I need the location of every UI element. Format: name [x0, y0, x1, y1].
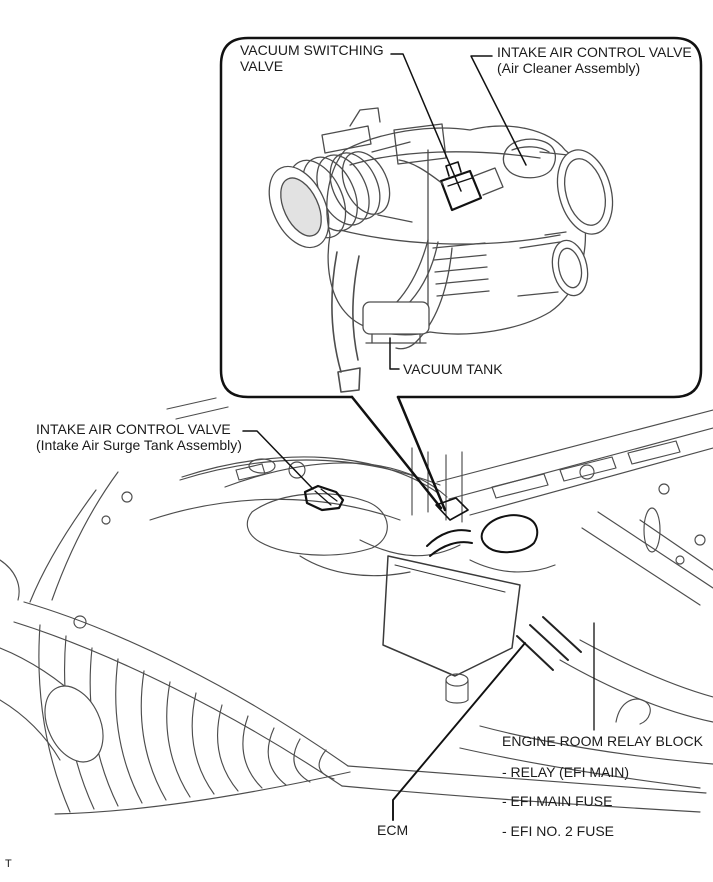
- engine-bay-illustration: [0, 398, 713, 820]
- label-line: INTAKE AIR CONTROL VALVE: [497, 44, 692, 60]
- label-line: ENGINE ROOM RELAY BLOCK: [502, 733, 703, 749]
- label-line: (Air Cleaner Assembly): [497, 60, 641, 76]
- vacuum-switching-valve-leader: [391, 54, 461, 191]
- bumper-band: [14, 602, 706, 814]
- engine-bay-structure: [150, 448, 462, 522]
- label-vacuum-tank: [403, 361, 503, 377]
- label-line: INTAKE AIR CONTROL VALVE: [36, 421, 231, 437]
- engine-wiring: [517, 617, 581, 670]
- label-line: VACUUM TANK: [403, 361, 503, 377]
- leader-lines: [243, 431, 594, 820]
- air-cleaner-assembly-illustration: [257, 108, 621, 392]
- label-line: VALVE: [240, 58, 284, 74]
- label-line: - EFI MAIN FUSE: [502, 793, 613, 809]
- inset-callout: [221, 38, 701, 510]
- label-line: ECM: [377, 822, 409, 838]
- label-efi-main-fuse: [502, 793, 612, 809]
- label-line: - RELAY (EFI MAIN): [502, 764, 630, 780]
- intake-ports: [518, 144, 621, 299]
- label-line: - EFI NO. 2 FUSE: [502, 823, 615, 839]
- label-relay-efi-main: [502, 764, 629, 780]
- label-intake-air-control-valve-air-cleaner: [497, 44, 692, 76]
- callout-tail-right: [398, 397, 445, 510]
- label-ecm: [377, 822, 408, 838]
- page-corner-mark: T: [5, 858, 12, 870]
- grille-emblem: [34, 677, 115, 771]
- vacuum-tank-part: [363, 302, 429, 343]
- label-efi-no2-fuse: [502, 823, 614, 839]
- callout-border: [221, 38, 701, 510]
- iacv-air-cleaner-cap: [503, 139, 555, 178]
- label-line: (Intake Air Surge Tank Assembly): [36, 437, 242, 453]
- engine-cover: [383, 556, 520, 676]
- label-engine-room-relay-block-title: [502, 733, 703, 749]
- label-line: VACUUM SWITCHING: [240, 42, 384, 58]
- label-intake-air-control-valve-surge-tank: [36, 421, 242, 453]
- iacv-surge-tank-part: [305, 486, 343, 510]
- label-vacuum-switching-valve: [240, 42, 384, 74]
